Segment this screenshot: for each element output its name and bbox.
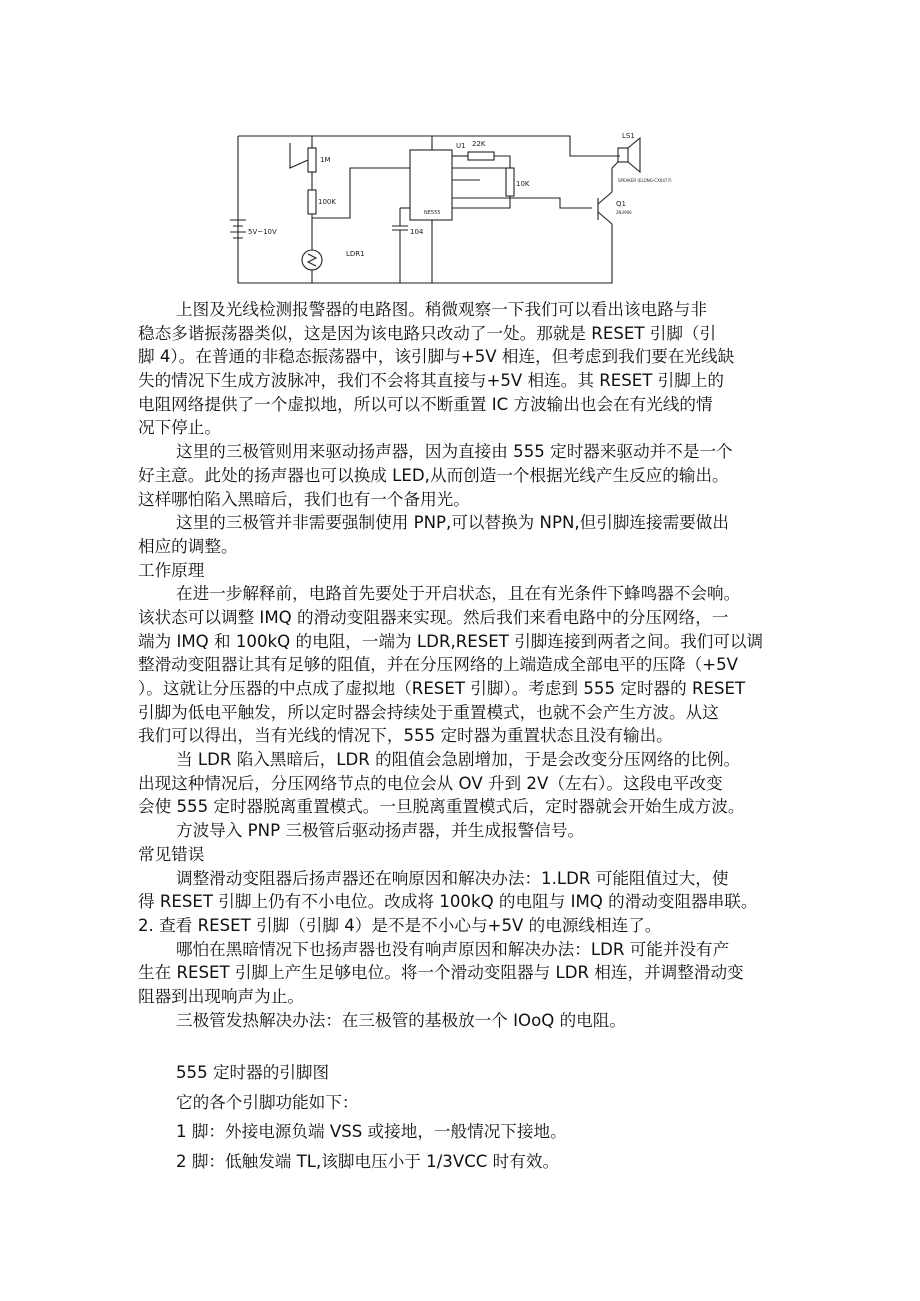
- battery-label: 5V~10V: [248, 228, 277, 236]
- lines-line: 调整滑动变阻器后扬声器还在响原因和解决办法：1.LDR 可能阻值过大，使: [176, 868, 729, 888]
- lines-line: 在进一步解释前，电路首先要处于开启状态，且在有光条件下蜂鸣器不会响。: [176, 584, 741, 604]
- article-body: [138, 298, 788, 1032]
- lines-line: 我们可以得出，当有光线的情况下，555 定时器为重置状态且没有输出。: [138, 726, 673, 746]
- r-right-label: 10K: [516, 180, 530, 188]
- speaker-desc: SPEAKER (ELONG-CX0477): [618, 178, 672, 183]
- transistor-part: 2N3906: [616, 210, 632, 215]
- speaker-label: LS1: [622, 132, 635, 140]
- tail-line: 1 脚：外接电源负端 VSS 或接地，一般情况下接地。: [176, 1122, 567, 1141]
- lines-line: ）。这就让分压器的中点成了虚拟地（RESET 引脚）。考虑到 555 定时器的 RESET: [138, 679, 746, 698]
- tail-line: 2 脚：低触发端 TL,该脚电压小于 1/3VCC 时有效。: [176, 1151, 560, 1171]
- lines-line: 哪怕在黑暗情况下也扬声器也没有响声原因和解决办法：LDR 可能并没有产: [176, 939, 730, 959]
- ldr-label: LDR1: [346, 250, 365, 258]
- transistor-label: Q1: [616, 200, 626, 208]
- cap-label: 104: [410, 228, 424, 236]
- lines-line: 脚 4）。在普通的非稳态振荡器中，该引脚与+5V 相连，但考虑到我们要在光线缺: [138, 347, 735, 367]
- lines-line: 工作原理: [138, 560, 205, 580]
- lines-line: 得 RESET 引脚上仍有不小电位。改成将 100kQ 的电阻与 IMQ 的滑动变阻器串联。: [138, 892, 758, 912]
- circuit-schematic: [220, 108, 672, 288]
- lines-line: 况下停止。: [138, 418, 221, 438]
- lines-line: 引脚为低电平触发，所以定时器会持续处于重置模式，也就不会产生方波。从这: [138, 702, 719, 722]
- lines-line: 稳态多谐振荡器类似，这是因为该电路只改动了一处。那就是 RESET 引脚（引: [138, 323, 717, 343]
- lines-line: 常见错误: [138, 844, 205, 864]
- lines-line: 三极管发热解决办法：在三极管的基极放一个 IOoQ 的电阻。: [176, 1010, 626, 1030]
- lines-line: 这样哪怕陷入黑暗后，我们也有一个备用光。: [138, 489, 470, 509]
- ic-label: U1: [456, 142, 466, 150]
- r2-label: 100K: [318, 198, 336, 206]
- lines-line: 失的情况下生成方波脉冲，我们不会将其直接与+5V 相连。其 RESET 引脚上的: [138, 371, 725, 391]
- lines-line: 该状态可以调整 IMQ 的滑动变阻器来实现。然后我们来看电路中的分压网络，一: [138, 607, 729, 627]
- lines-line: 相应的调整。: [138, 536, 238, 556]
- tail-line: 555 定时器的引脚图: [176, 1063, 330, 1082]
- ic-part-label: NE555: [424, 210, 441, 216]
- lines-line: 当 LDR 陷入黑暗后，LDR 的阻值会急剧增加，于是会改变分压网络的比例。: [176, 750, 741, 770]
- lines-line: 整滑动变阻器让其有足够的阻值，并在分压网络的上端造成全部电平的压降（+5V: [138, 655, 738, 675]
- lines-line: 端为 IMQ 和 100kQ 的电阻，一端为 LDR,RESET 引脚连接到两者之间。我们可以调: [138, 631, 764, 651]
- r-top-label: 22K: [472, 140, 486, 148]
- lines-line: 这里的三极管则用来驱动扬声器，因为直接由 555 定时器来驱动并不是一个: [176, 442, 733, 462]
- r1-label: 1M: [320, 156, 331, 164]
- tail-line: 它的各个引脚功能如下：: [176, 1092, 359, 1112]
- lines-line: 上图及光线检测报警器的电路图。稍微观察一下我们可以看出该电路与非: [176, 300, 707, 319]
- lines-line: 出现这种情况后，分压网络节点的电位会从 OV 升到 2V（左右）。这段电平改变: [138, 773, 723, 793]
- lines-line: 好主意。此处的扬声器也可以换成 LED,从而创造一个根据光线产生反应的输出。: [138, 465, 729, 485]
- lines-line: 2. 查看 RESET 引脚（引脚 4）是不是不小心与+5V 的电源线相连了。: [138, 915, 662, 935]
- lines-line: 阻器到出现响声为止。: [138, 986, 304, 1006]
- lines-line: 方波导入 PNP 三极管后驱动扬声器，并生成报警信号。: [176, 821, 585, 841]
- lines-line: 会使 555 定时器脱离重置模式。一旦脱离重置模式后，定时器就会开始生成方波。: [138, 797, 745, 817]
- lines-line: 生在 RESET 引脚上产生足够电位。将一个滑动变阻器与 LDR 相连，并调整滑动变: [138, 963, 744, 983]
- lines-line: 这里的三极管并非需要强制使用 PNP,可以替换为 NPN,但引脚连接需要做出: [176, 513, 729, 533]
- lines-line: 电阻网络提供了一个虚拟地，所以可以不断重置 IC 方波输出也会在有光线的情: [138, 394, 713, 414]
- pin-description: [138, 1058, 788, 1176]
